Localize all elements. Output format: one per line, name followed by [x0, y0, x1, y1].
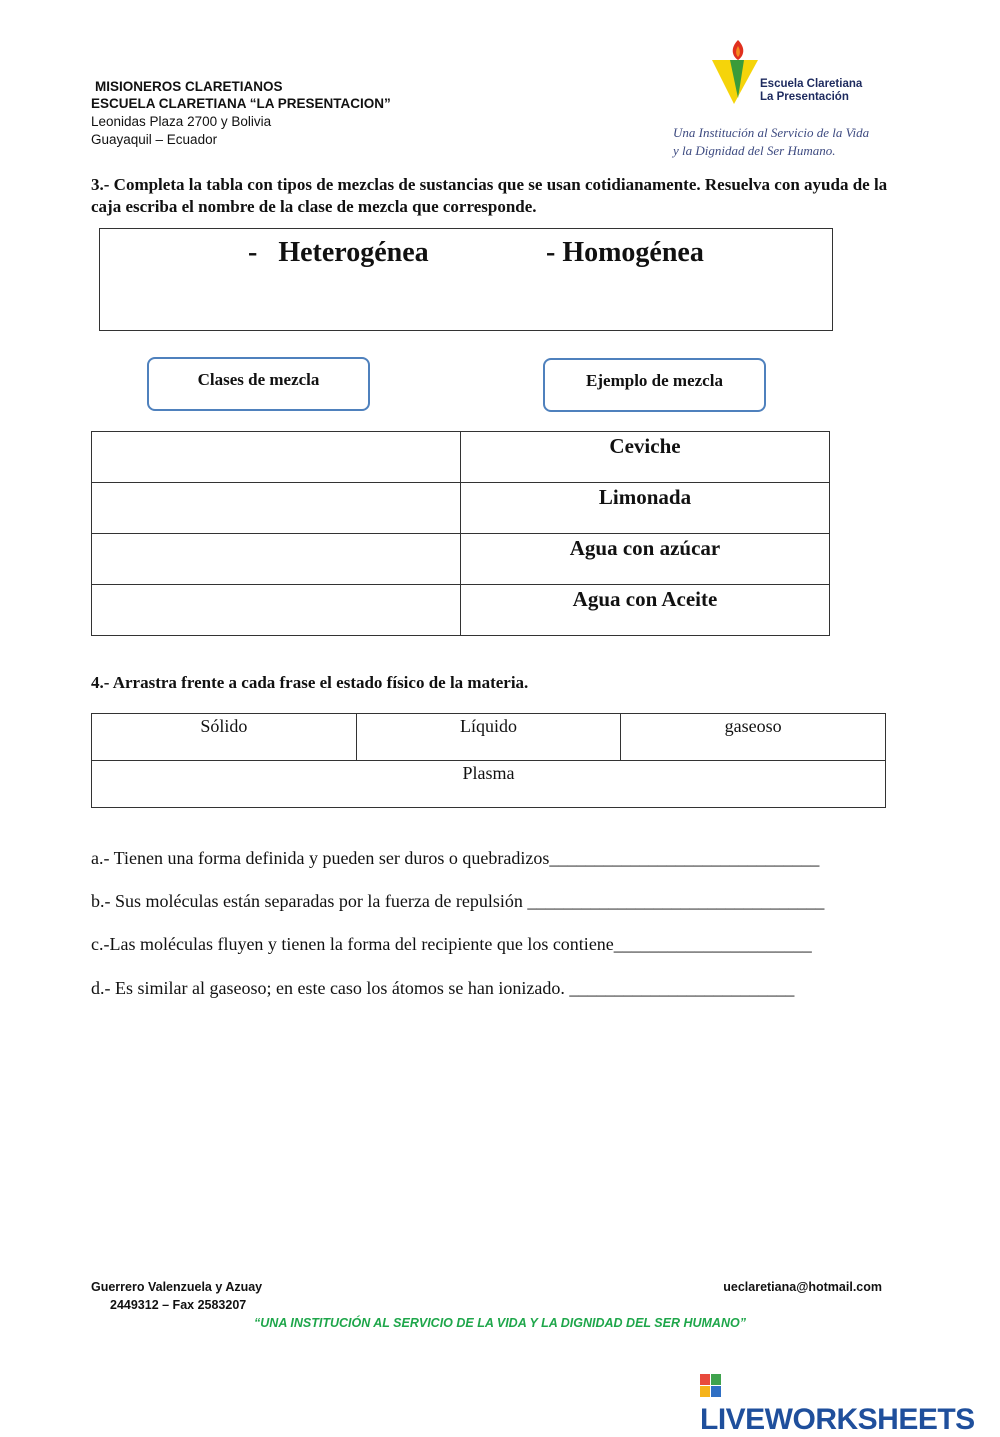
table-row [92, 585, 830, 636]
sentence-c[interactable]: c.-Las moléculas fluyen y tienen la forma del recipiente que los contiene______________________ [91, 934, 812, 954]
example-cell: Agua con azúcar [461, 534, 830, 585]
logo-text-line-1: Escuela Claretiana [760, 78, 863, 90]
org-name: MISIONEROS CLARETIANOS [95, 79, 283, 94]
logo-text-line-2: La Presentación [760, 91, 849, 103]
liveworksheets-brand[interactable] [700, 1374, 1000, 1436]
mixture-table [91, 431, 830, 636]
answer-drop-cell[interactable] [92, 534, 461, 585]
table-row [92, 432, 830, 483]
sentence-d[interactable]: d.- Es similar al gaseoso; en este caso los átomos se han ionizado. _________________________ [91, 978, 795, 998]
table-row [92, 483, 830, 534]
liveworksheets-logo-icon [700, 1374, 722, 1403]
section-3-title: 3.- Completa la tabla con tipos de mezclas de sustancias que se usan cotidianamente. Resuelva con ayuda de la caja escriba el nombre de la clase de mezcla que corresponde. [91, 175, 888, 216]
answer-drop-cell[interactable] [92, 432, 461, 483]
example-cell: Limonada [461, 483, 830, 534]
state-option-solido[interactable]: Sólido [92, 714, 357, 761]
word-bank-box [99, 228, 833, 331]
example-cell: Ceviche [461, 432, 830, 483]
footer-email: ueclaretiana@hotmail.com [723, 1280, 882, 1294]
address-line-1: Leonidas Plaza 2700 y Bolivia [91, 114, 272, 129]
footer-address: Guerrero Valenzuela y Azuay [91, 1280, 263, 1294]
motto-line-2: y la Dignidad del Ser Humano. [673, 143, 836, 158]
footer-quote: “UNA INSTITUCIÓN AL SERVICIO DE LA VIDA Y LA DIGNIDAD DEL SER HUMANO” [254, 1316, 746, 1330]
section-4-title: 4.- Arrastra frente a cada frase el estado físico de la materia. [91, 673, 529, 692]
state-option-liquido[interactable]: Líquido [356, 714, 621, 761]
example-cell: Agua con Aceite [461, 585, 830, 636]
state-option-plasma[interactable]: Plasma [92, 761, 886, 808]
answer-drop-cell[interactable] [92, 585, 461, 636]
school-logo [708, 38, 908, 110]
address-line-2: Guayaquil – Ecuador [91, 132, 218, 147]
sentence-b[interactable]: b.- Sus moléculas están separadas por la fuerza de repulsión _________________________________ [91, 891, 825, 911]
word-heterogenea[interactable]: - Heterogénea [248, 237, 429, 268]
motto-line-1: Una Institución al Servicio de la Vida [673, 125, 870, 140]
table-row [92, 534, 830, 585]
label-clases-de-mezcla: Clases de mezcla [147, 357, 370, 411]
answer-drop-cell[interactable] [92, 483, 461, 534]
sentence-a[interactable]: a.- Tienen una forma definida y pueden ser duros o quebradizos______________________________ [91, 848, 820, 868]
states-table [91, 713, 886, 808]
state-option-gaseoso[interactable]: gaseoso [621, 714, 886, 761]
label-ejemplo-de-mezcla: Ejemplo de mezcla [543, 358, 766, 412]
footer-phone: 2449312 – Fax 2583207 [110, 1298, 247, 1312]
school-name: ESCUELA CLARETIANA “LA PRESENTACION” [91, 96, 391, 111]
liveworksheets-wordmark: LIVEWORKSHEETS [700, 1403, 975, 1436]
word-homogenea[interactable]: - Homogénea [546, 237, 704, 268]
